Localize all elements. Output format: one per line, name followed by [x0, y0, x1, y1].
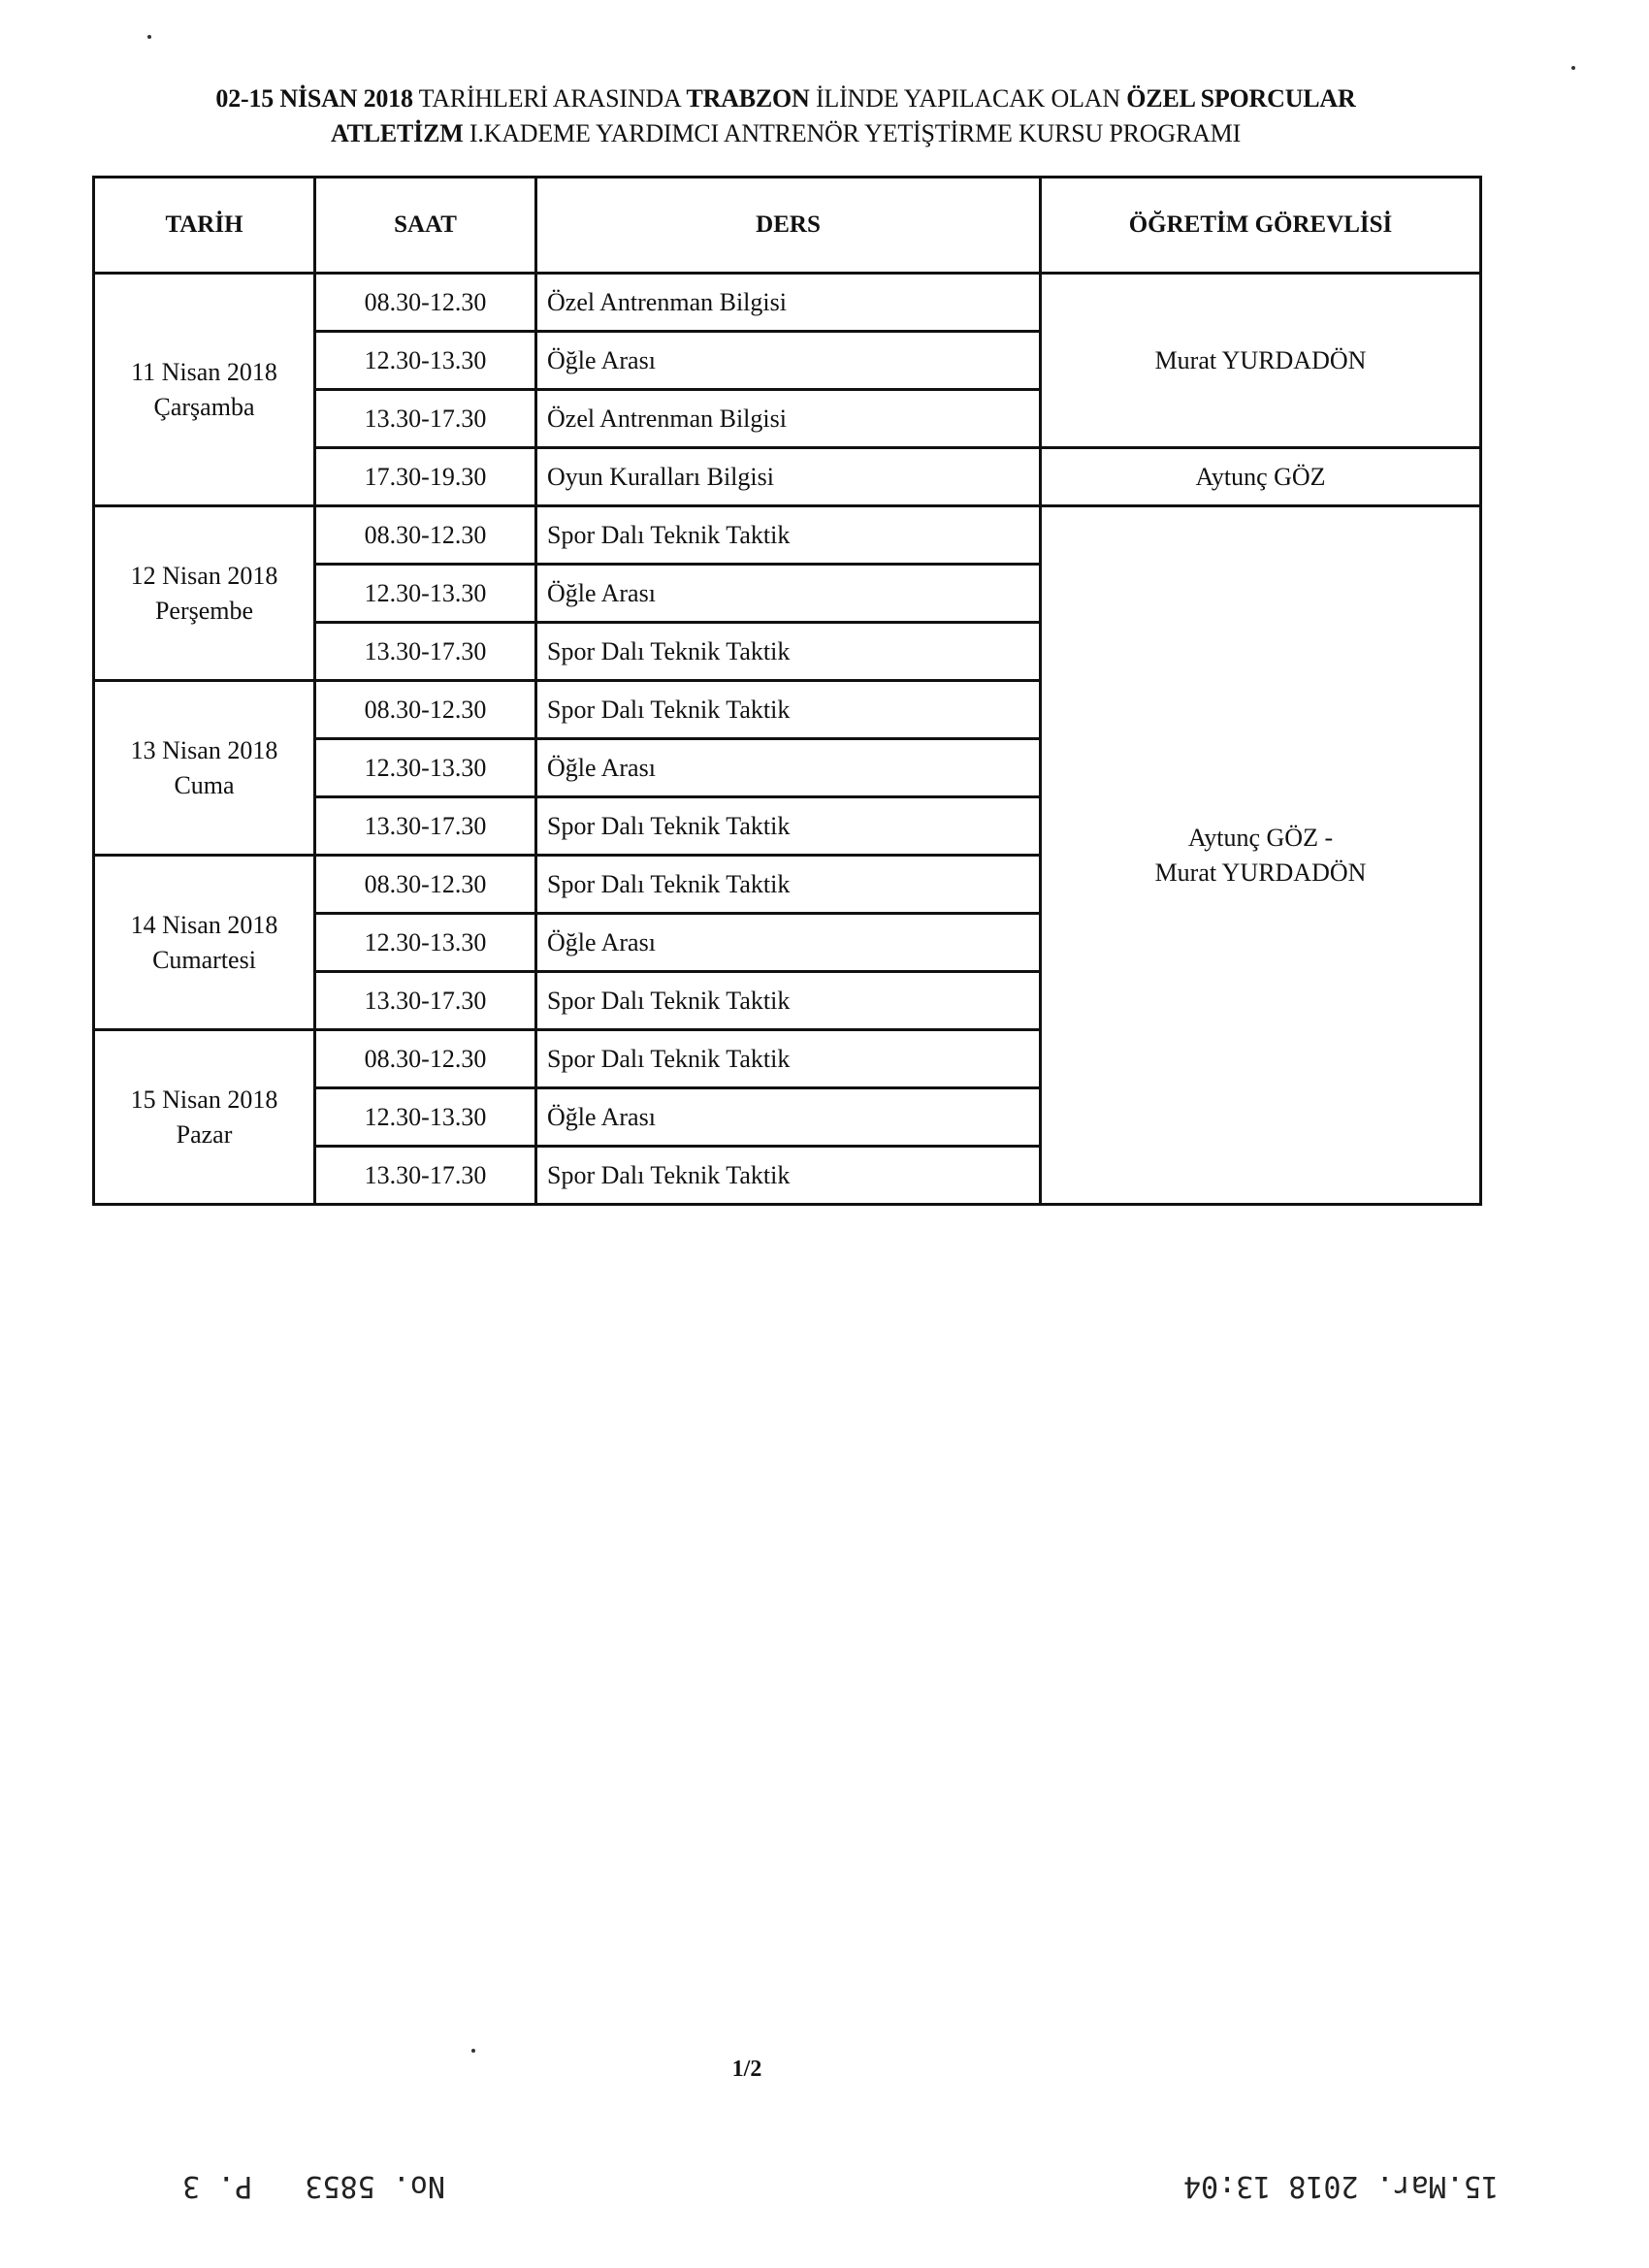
- title-line-1: [0, 81, 1571, 116]
- title-date-range: 02-15 NİSAN 2018: [215, 84, 413, 113]
- scan-speck: [471, 2049, 475, 2053]
- page-number: 1/2: [731, 2057, 762, 2082]
- course-cell: Spor Dalı Teknik Taktik: [536, 623, 1041, 681]
- date-cell: [94, 681, 315, 856]
- course-cell: Öğle Arası: [536, 332, 1041, 390]
- time-cell: 13.30-17.30: [315, 972, 536, 1030]
- course-cell: Öğle Arası: [536, 565, 1041, 623]
- date-label: 14 Nisan 2018: [130, 910, 278, 939]
- title-group: ÖZEL SPORCULAR: [1126, 84, 1356, 113]
- time-cell: 08.30-12.30: [315, 274, 536, 332]
- time-cell: 13.30-17.30: [315, 623, 536, 681]
- time-cell: 08.30-12.30: [315, 1030, 536, 1088]
- course-cell: Oyun Kuralları Bilgisi: [536, 448, 1041, 506]
- time-cell: 13.30-17.30: [315, 1147, 536, 1205]
- weekday-label: Cumartesi: [152, 945, 256, 974]
- time-cell: 08.30-12.30: [315, 856, 536, 914]
- date-cell: [94, 506, 315, 681]
- date-cell: [94, 856, 315, 1030]
- scan-speck: [1571, 66, 1575, 70]
- title-city: TRABZON: [686, 84, 810, 113]
- course-cell: Özel Antrenman Bilgisi: [536, 390, 1041, 448]
- document-title: [0, 81, 1571, 151]
- date-label: 13 Nisan 2018: [130, 735, 278, 764]
- header-ogretim-gorevlisi: ÖĞRETİM GÖREVLİSİ: [1041, 178, 1481, 274]
- course-cell: Spor Dalı Teknik Taktik: [536, 681, 1041, 739]
- time-cell: 12.30-13.30: [315, 739, 536, 797]
- course-cell: Spor Dalı Teknik Taktik: [536, 506, 1041, 565]
- date-label: 15 Nisan 2018: [130, 1085, 278, 1114]
- time-cell: 08.30-12.30: [315, 506, 536, 565]
- time-cell: 13.30-17.30: [315, 390, 536, 448]
- weekday-label: Pazar: [176, 1119, 233, 1149]
- title-line-2: [0, 116, 1571, 151]
- fax-number-stamp: No. 5853 P. 3: [182, 2169, 445, 2203]
- title-text: TARİHLERİ ARASINDA: [418, 84, 681, 113]
- course-cell: Öğle Arası: [536, 1088, 1041, 1147]
- date-cell: [94, 274, 315, 506]
- course-cell: Öğle Arası: [536, 739, 1041, 797]
- scan-speck: [147, 35, 151, 39]
- course-cell: Öğle Arası: [536, 914, 1041, 972]
- date-label: 12 Nisan 2018: [130, 561, 278, 590]
- course-cell: Özel Antrenman Bilgisi: [536, 274, 1041, 332]
- instructor-cell: Murat YURDADÖN: [1041, 274, 1481, 448]
- course-cell: Spor Dalı Teknik Taktik: [536, 1030, 1041, 1088]
- course-cell: Spor Dalı Teknik Taktik: [536, 972, 1041, 1030]
- course-cell: Spor Dalı Teknik Taktik: [536, 856, 1041, 914]
- instructor-name: Murat YURDADÖN: [1154, 858, 1367, 887]
- instructor-name: Aytunç GÖZ -: [1187, 823, 1334, 852]
- time-cell: 13.30-17.30: [315, 797, 536, 856]
- time-cell: 12.30-13.30: [315, 332, 536, 390]
- header-tarih: TARİH: [94, 178, 315, 274]
- title-text: İLİNDE YAPILACAK OLAN: [815, 84, 1120, 113]
- title-sport: ATLETİZM: [330, 119, 464, 147]
- weekday-label: Cuma: [174, 770, 235, 799]
- course-cell: Spor Dalı Teknik Taktik: [536, 797, 1041, 856]
- time-cell: 08.30-12.30: [315, 681, 536, 739]
- table-row: [94, 506, 1481, 565]
- date-cell: [94, 1030, 315, 1205]
- time-cell: 17.30-19.30: [315, 448, 536, 506]
- header-saat: SAAT: [315, 178, 536, 274]
- date-label: 11 Nisan 2018: [131, 357, 277, 386]
- header-ders: DERS: [536, 178, 1041, 274]
- header-row: [94, 178, 1481, 274]
- instructor-cell: Aytunç GÖZ: [1041, 448, 1481, 506]
- time-cell: 12.30-13.30: [315, 914, 536, 972]
- time-cell: 12.30-13.30: [315, 1088, 536, 1147]
- table-row: [94, 274, 1481, 332]
- time-cell: 12.30-13.30: [315, 565, 536, 623]
- schedule-table: [92, 176, 1482, 1206]
- instructor-cell: [1041, 506, 1481, 1205]
- weekday-label: Perşembe: [154, 596, 254, 625]
- fax-timestamp-stamp: 15.Mar. 2018 13:04: [1183, 2169, 1500, 2203]
- weekday-label: Çarşamba: [153, 392, 255, 421]
- course-cell: Spor Dalı Teknik Taktik: [536, 1147, 1041, 1205]
- title-course: I.KADEME YARDIMCI ANTRENÖR YETİŞTİRME KURSU PROGRAMI: [469, 119, 1242, 147]
